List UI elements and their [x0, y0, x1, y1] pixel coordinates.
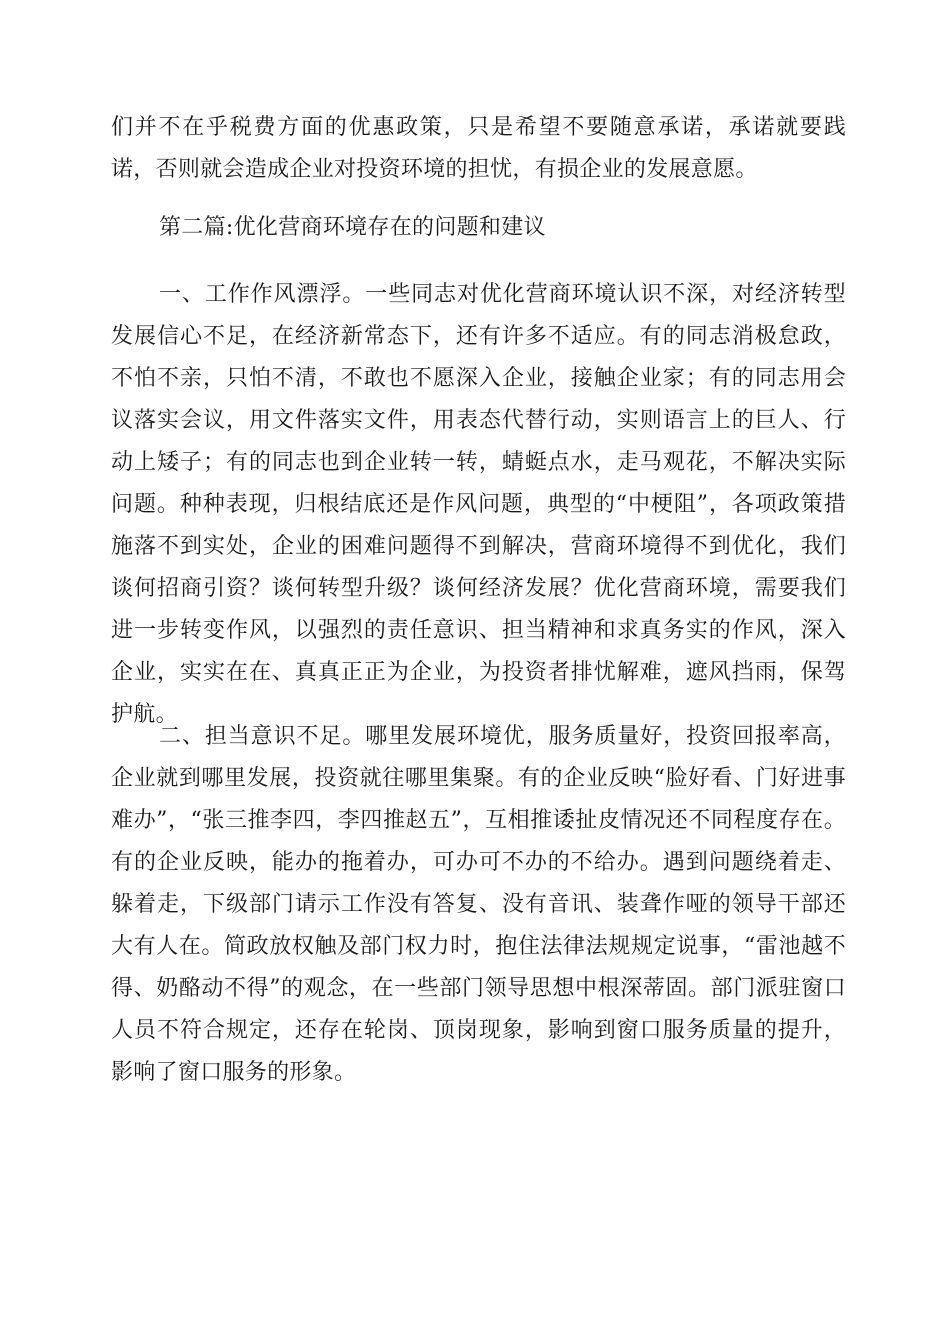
continuation-paragraph: 们并不在乎税费方面的优惠政策，只是希望不要随意承诺，承诺就要践诺，否则就会造成企业对投资环境的担忧，有损企业的发展意愿。 — [111, 115, 846, 182]
paragraph-responsibility: 二、担当意识不足。哪里发展环境优，服务质量好，投资回报率高，企业就到哪里发展，投资就往哪里集聚。有的企业反映“脸好看、门好进事难办”，“张三推李四，李四推赵五”，互相推诿扯皮情况还不同程度存在。有的企业反映，能办的拖着办，可办可不办的不给办。遇到问题绕着走、躲着走，下级部门请示工作没有答复、没有音讯、装聋作哑的领导干部还大有人在。简政放权触及部门权力时，抱住法律法规规定说事，“雷池越不得、奶酪动不得”的观念，在一些部门领导思想中根深蒂固。部门派驻窗口人员不符合规定，还存在轮岗、顶岗现象，影响到窗口服务质量的提升，影响了窗口服务的形象。 — [111, 724, 846, 1085]
paragraph-work-style: 一、工作作风漂浮。一些同志对优化营商环境认识不深，对经济转型发展信心不足，在经济新常态下，还有许多不适应。有的同志消极怠政，不怕不亲，只怕不清，不敢也不愿深入企业，接触企业家；有的同志用会议落实会议，用文件落实文件，用表态代替行动，实则语言上的巨人、行动上矮子；有的同志也到企业转一转，蜻蜓点水，走马观花，不解决实际问题。种种表现，归根结底还是作风问题，典型的“中梗阻”，各项政策措施落不到实处，企业的困难问题得不到解决，营商环境得不到优化，我们谈何招商引资？谈何转型升级？谈何经济发展？优化营商环境，需要我们进一步转变作风，以强烈的责任意识、担当精神和求真务实的作风，深入企业，实实在在、真真正正为企业，为投资者排忧解难，遮风挡雨，保驾护航。 — [111, 282, 846, 727]
section-heading: 第二篇:优化营商环境存在的问题和建议 — [159, 215, 546, 240]
